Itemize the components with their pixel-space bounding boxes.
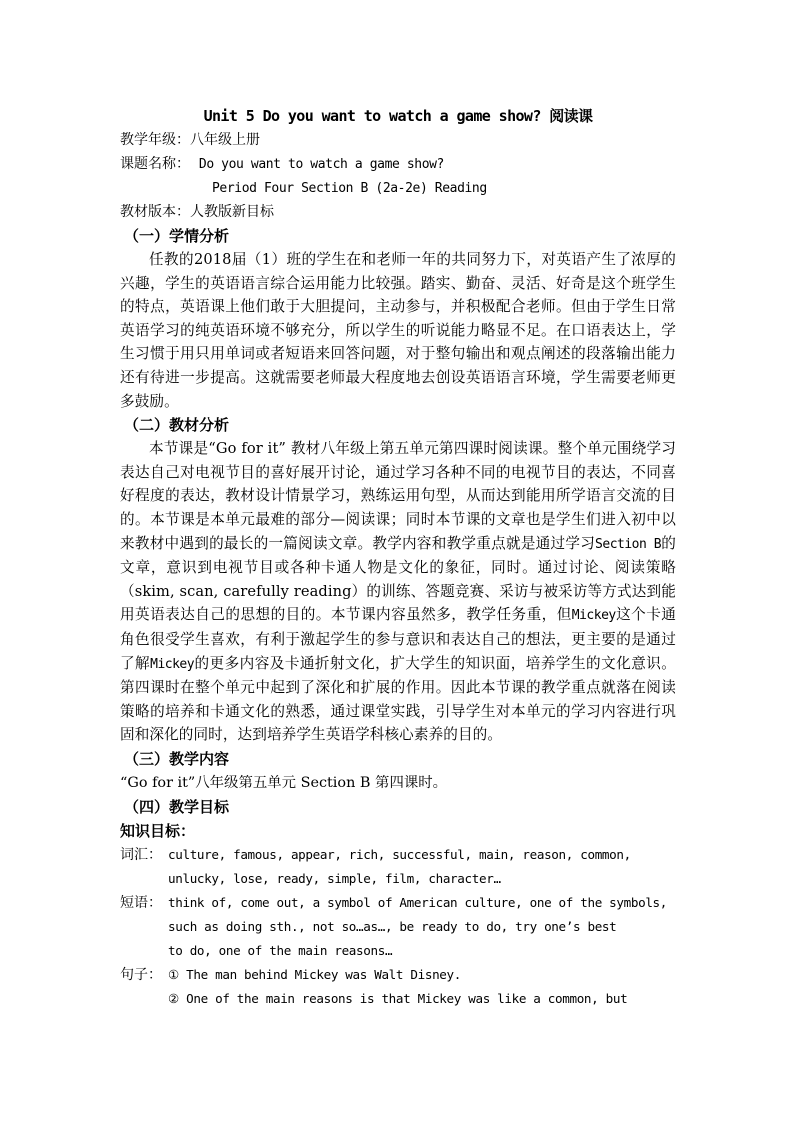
sentence-label: 句子： [120,966,162,983]
vocab-line-2: unlucky, lose, ready, simple, film, character… [168,870,501,886]
material-latin-b: Mickey [571,608,616,624]
material-text-a: 本节课是“Go for it” 教材八年级上第五单元第四课时阅读课。整个单元围绕学习表达自己对电视节目的喜好展开讨论，通过学习各种不同的电视节目的表达，不同喜好程度的表达，教材设计情景学习，熟练运用句型，从而达到能用所学语言交流的目的。本节课是本单元最难的部分—阅读课；同时本节课的文章也是学生们进入初中以来教材中遇到的最长的一篇阅读文章。教学内容和教学重点就是通过学习 [120,440,676,552]
topic-label: 课题名称： [120,156,190,172]
section-heading-teaching-objectives: （四）教学目标 [124,797,230,816]
grade-line [120,128,676,152]
vocab-line-1: culture, famous, appear, rich, successful, main, reason, common, [168,846,631,862]
edition-value: 人教版新目标 [190,204,274,220]
period-line [120,176,676,200]
material-text-b: 的文章，意识到电视节目或各种卡通人物是文化的象征，同时。通过讨论、阅读策略（skim, scan, carefully reading）的训练、答题竞赛、采访与被采访等方式达到能用英语表达自己的思想的目的。本节课内容虽然多，教学任务重，但 [120,534,676,624]
phrase-line-1: think of, come out, a symbol of American culture, one of the symbols, [168,894,668,910]
learner-analysis-paragraph: 任教的2018届（1）班的学生在和老师一年的共同努力下，对英语产生了浓厚的兴趣，学生的英语语言综合运用能力比较强。踏实、勤奋、灵活、好奇是这个班学生的特点，英语课上他们敢于大胆提问，主动参与，并积极配合老师。但由于学生日常英语学习的纯英语环境不够充分，所以学生的听说能力略显不足。在口语表达上，学生习惯于用只用单词或者短语来回答问题，对于整句输出和观点阐述的段落输出能力还有待进一步提高。这就需要老师最大程度地去创设英语语言环境，学生需要老师更多鼓励。 [120,251,676,410]
edition-line [120,200,676,224]
phrase-label: 短语： [120,894,162,911]
section-heading-teaching-content: （三）教学内容 [124,749,230,768]
section-heading-material-analysis: （二）教材分析 [124,416,230,435]
material-text-d: 的更多内容及卡通折射文化，扩大学生的知识面，培养学生的文化意识。第四课时在整个单元中起到了深化和扩展的作用。因此本节课的教学重点就落在阅读策略的培养和卡通文化的熟悉，通过课堂实践，引导学生对本单元的学习内容进行巩固和深化的同时，达到培养学生英语学科核心素养的目的。 [120,654,677,744]
topic-line [120,152,676,176]
topic-value: Do you want to watch a game show? [198,157,444,172]
material-text-c: 这个卡通角色很受学生喜欢，有利于激起学生的参与意识和表达自己的想法，更主要的是通过了解 [120,606,676,672]
material-analysis-paragraph [120,437,676,747]
grade-value: 八年级上册 [190,132,260,148]
knowledge-objectives-heading: 知识目标： [120,821,196,840]
section-heading-learner-analysis: （一）学情分析 [124,227,230,245]
vocab-label: 词汇： [120,846,162,863]
sentence-2: ② One of the main reasons is that Mickey was like a common, but [168,990,628,1006]
phrase-row [120,891,676,915]
material-latin-c: Mickey [150,656,195,672]
edition-label: 教材版本： [120,204,190,220]
vocab-row [120,843,676,867]
document-page [120,104,676,1011]
period-value: Period Four Section B (2a-2e) Reading [212,181,487,196]
phrase-line-3: to do, one of the main reasons… [168,942,393,958]
phrase-line-2: such as doing sth., not so…as…, be ready to do, try one’s best [168,918,617,934]
sentence-1: ① The man behind Mickey was Walt Disney. [168,966,461,982]
document-title: Unit 5 Do you want to watch a game show? 阅读课 [203,107,593,125]
material-latin-a: Section B [595,536,662,552]
grade-label: 教学年级： [120,132,190,148]
sentence-row [120,963,676,987]
teaching-content-line: “Go for it”八年级第五单元 Section B 第四课时。 [120,774,448,791]
